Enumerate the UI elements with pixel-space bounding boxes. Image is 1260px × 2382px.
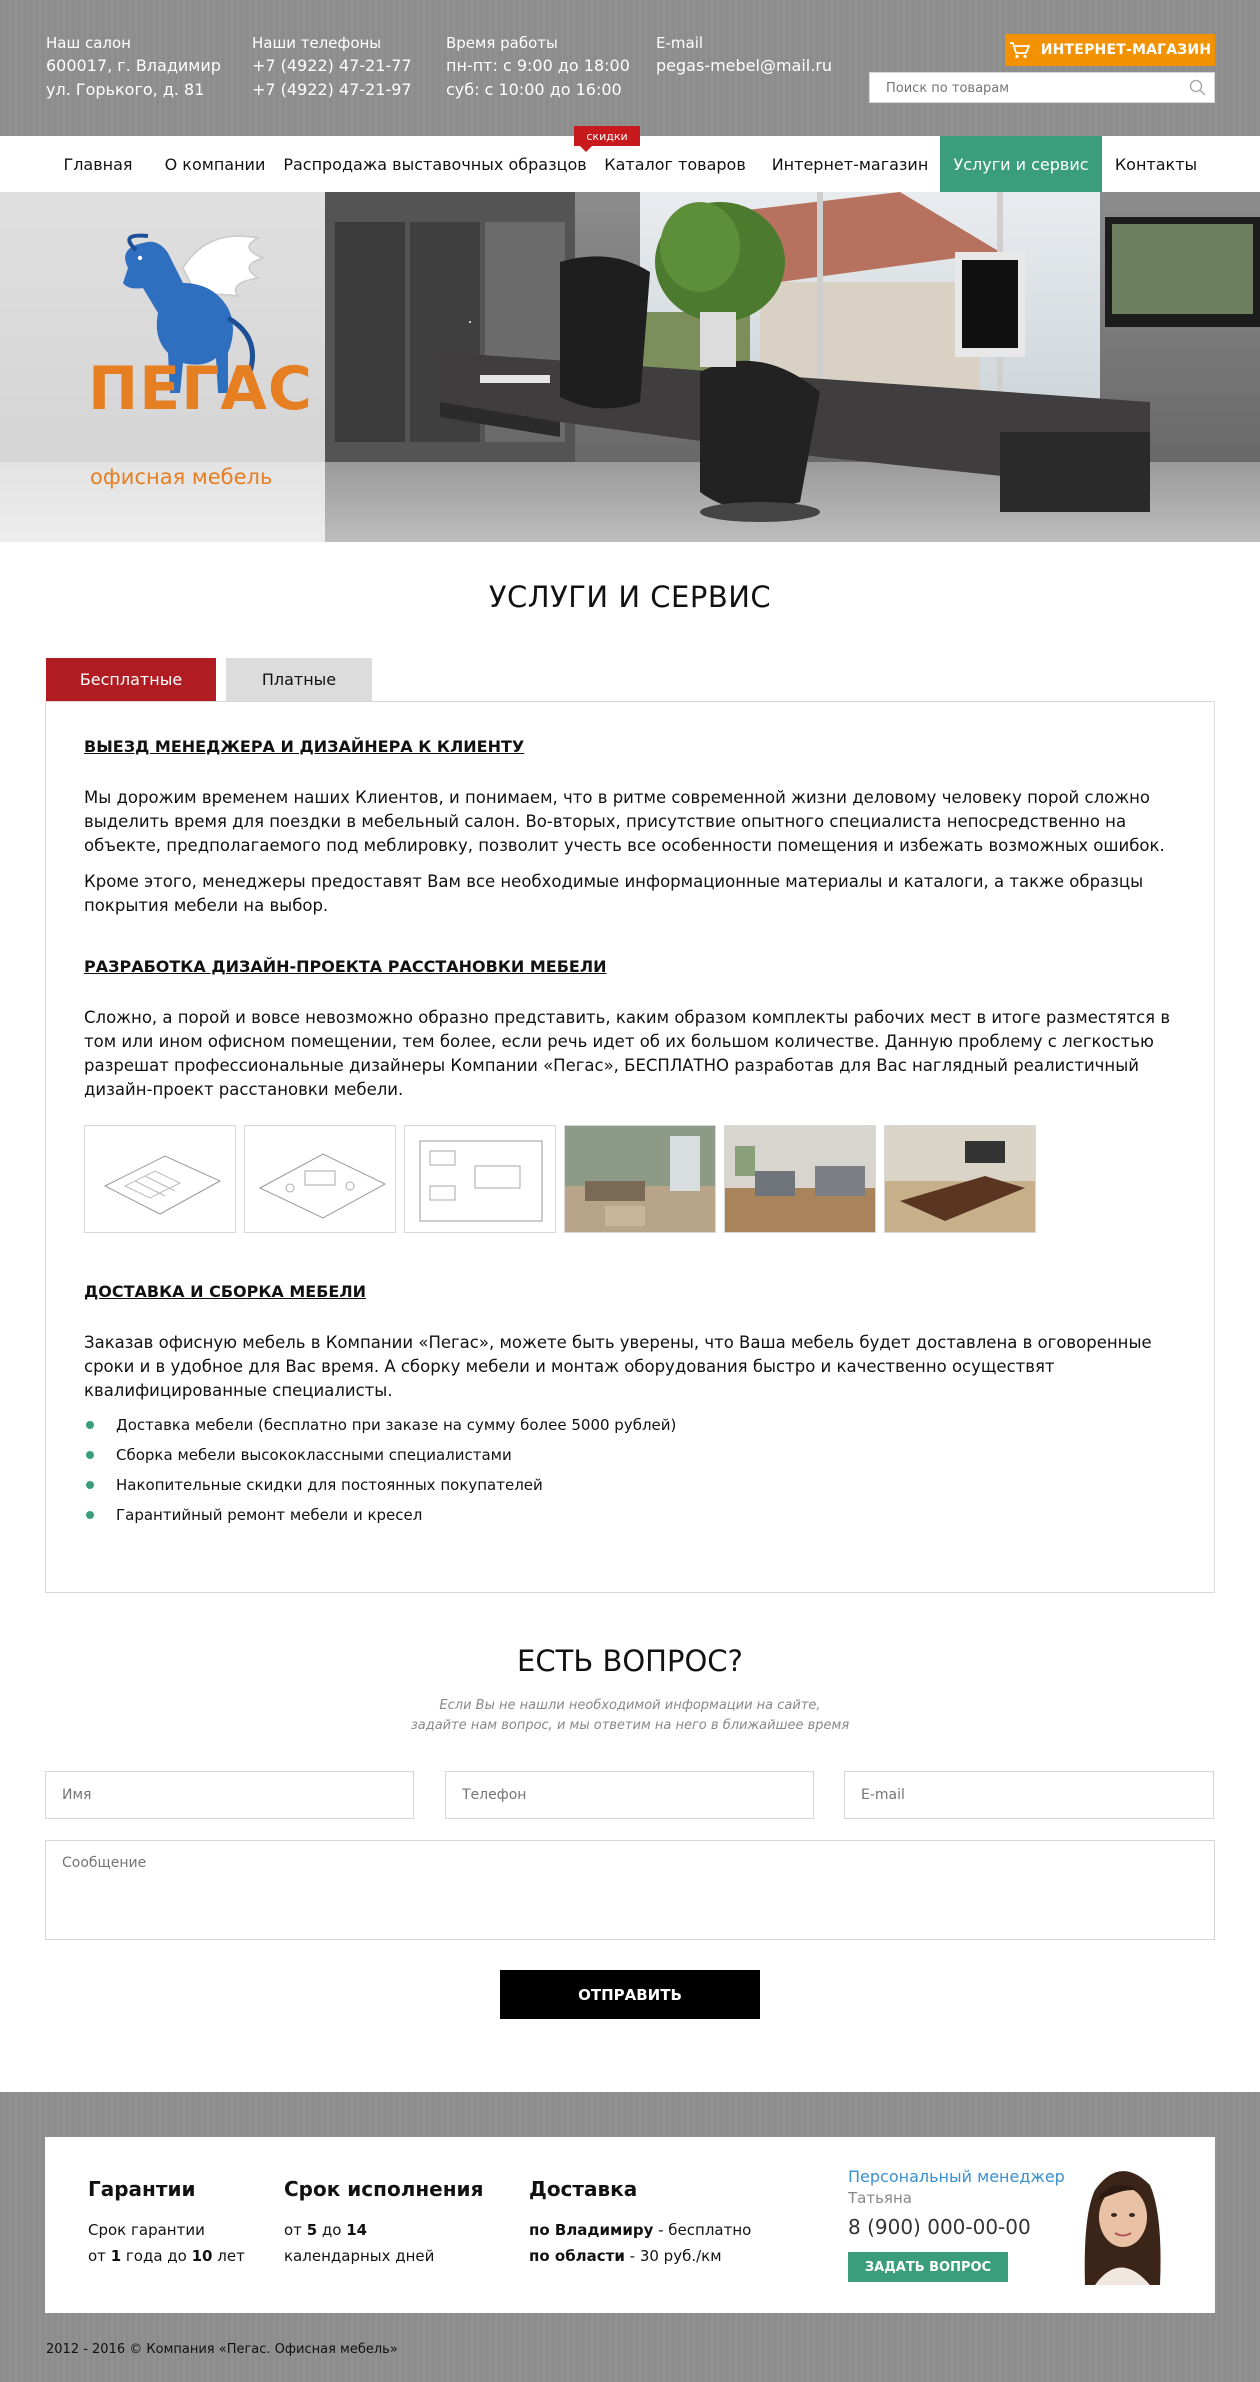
- tab-free[interactable]: Бесплатные: [46, 658, 216, 701]
- gallery-thumb-plan-3[interactable]: [404, 1125, 556, 1233]
- guarantee-text: [88, 2217, 245, 2269]
- search-icon[interactable]: [1189, 79, 1206, 96]
- top-header: [0, 0, 1260, 136]
- term-text: [284, 2217, 434, 2269]
- nav-item-contacts[interactable]: Контакты: [1114, 154, 1198, 174]
- email-label: E-mail: [656, 34, 704, 52]
- section-heading-delivery: ДОСТАВКА И СБОРКА МЕБЕЛИ: [84, 1282, 367, 1301]
- guarantee-line-1: Срок гарантии: [88, 2221, 205, 2239]
- section-design-text: Сложно, а порой и вовсе невозможно образно представить, каким образом комплекты рабочих мест в итоге разместятся в том или ином офисном помещении, тем более, если речь идет об их большом количестве. Данную проблему с легкостью разрешат профессиональные дизайнеры Компании «Пегас», БЕСПЛАТНО разработав для Вас наглядный реалистичный дизайн-проект расстановки мебели.: [84, 1008, 1171, 1099]
- guarantee-prefix: от: [88, 2247, 111, 2265]
- bullet-dot-icon: [86, 1481, 94, 1489]
- email-input[interactable]: [845, 1772, 1213, 1818]
- nav-item-catalog[interactable]: Каталог товаров: [604, 154, 746, 174]
- nav-item-home[interactable]: Главная: [63, 154, 133, 174]
- gallery-thumb-plan-2[interactable]: [244, 1125, 396, 1233]
- guarantee-line-2: [88, 2243, 245, 2269]
- online-shop-button[interactable]: [1005, 34, 1215, 66]
- salon-line-2: ул. Горького, д. 81: [46, 80, 205, 99]
- online-shop-label: ИНТЕРНЕТ-МАГАЗИН: [1040, 42, 1212, 58]
- manager-avatar: [1065, 2155, 1175, 2285]
- bullet-dot-icon: [86, 1511, 94, 1519]
- ask-question-button[interactable]: ЗАДАТЬ ВОПРОС: [848, 2252, 1008, 2282]
- delivery-city-price: - бесплатно: [653, 2221, 752, 2239]
- question-title: ЕСТЬ ВОПРОС?: [517, 1644, 743, 1678]
- term-from: 5: [306, 2221, 318, 2239]
- page-title: УСЛУГИ И СЕРВИС: [488, 580, 772, 614]
- phone-field: [445, 1771, 814, 1819]
- gallery-thumb-render-2[interactable]: [724, 1125, 876, 1233]
- manager-name: Татьяна: [848, 2189, 912, 2207]
- term-line-1: [284, 2217, 434, 2243]
- name-input[interactable]: [46, 1772, 413, 1818]
- guarantee-to: 10: [191, 2247, 213, 2265]
- email-block: [656, 32, 832, 78]
- cart-icon: [1009, 41, 1031, 59]
- list-item: [86, 1470, 676, 1500]
- term-middle: до: [317, 2221, 347, 2239]
- guarantee-middle: года до: [121, 2247, 192, 2265]
- list-item: [86, 1410, 676, 1440]
- delivery-text: [529, 2217, 751, 2269]
- term-to: 14: [346, 2221, 368, 2239]
- salon-line-1: 600017, г. Владимир: [46, 56, 221, 75]
- list-item: [86, 1440, 676, 1470]
- gallery-thumb-render-3[interactable]: [884, 1125, 1036, 1233]
- hours-block: [446, 32, 630, 102]
- phones-block: [252, 32, 412, 102]
- salon-address: [46, 32, 221, 102]
- guarantee-from: 1: [110, 2247, 122, 2265]
- tab-paid[interactable]: Платные: [226, 658, 372, 701]
- delivery-region-price: - 30 руб./км: [624, 2247, 722, 2265]
- section-visit-text-1: Мы дорожим временем наших Клиентов, и понимаем, что в ритме современной жизни деловому человеку порой сложно выделить время для поездки в мебельный салон. Во-вторых, присутствие опытного специалиста непосредственно на объекте, предполагаемого под меблировку, позволит учесть все особенности помещения и избежать возможных ошибок.: [84, 788, 1165, 855]
- question-subtitle-line-1: Если Вы не нашли необходимой информации на сайте,: [439, 1698, 821, 1713]
- hours-label: Время работы: [446, 34, 558, 52]
- question-subtitle-line-2: задайте нам вопрос, и мы ответим на него в ближайшее время: [410, 1718, 850, 1733]
- manager-phone[interactable]: 8 (900) 000-00-00: [848, 2215, 1031, 2239]
- term-prefix: от: [284, 2221, 307, 2239]
- submit-button[interactable]: ОТПРАВИТЬ: [500, 1970, 760, 2019]
- search-input[interactable]: [884, 73, 1188, 104]
- guarantee-suffix: лет: [212, 2247, 245, 2265]
- bullet-dot-icon: [86, 1421, 94, 1429]
- phones-label: Наши телефоны: [252, 34, 382, 52]
- delivery-benefits-list: [86, 1410, 676, 1530]
- logo-name: ПЕГАС: [88, 354, 313, 424]
- bullet-dot-icon: [86, 1451, 94, 1459]
- message-input[interactable]: [46, 1841, 1214, 1939]
- hours-saturday: суб: с 10:00 до 16:00: [446, 80, 622, 99]
- list-item-text: Сборка мебели высококлассными специалистами: [116, 1446, 512, 1464]
- nav-item-sale[interactable]: Распродажа выставочных образцов: [283, 154, 587, 174]
- email-field: [844, 1771, 1214, 1819]
- discount-badge: скидки: [574, 126, 640, 146]
- gallery-thumb-render-1[interactable]: [564, 1125, 716, 1233]
- phone-1[interactable]: +7 (4922) 47-21-77: [252, 56, 412, 75]
- design-gallery: [84, 1125, 1036, 1233]
- question-subtitle: [0, 1696, 1260, 1736]
- manager-title: Персональный менеджер: [848, 2167, 1065, 2186]
- logo-subtitle: офисная мебель: [90, 465, 273, 489]
- delivery-city-line: [529, 2217, 751, 2243]
- name-field: [45, 1771, 414, 1819]
- delivery-city: по Владимиру: [529, 2221, 654, 2239]
- delivery-region: по области: [529, 2247, 625, 2265]
- message-field: [45, 1840, 1215, 1940]
- nav-item-shop[interactable]: Интернет-магазин: [771, 154, 929, 174]
- term-line-2: календарных дней: [284, 2247, 435, 2265]
- list-item-text: Накопительные скидки для постоянных покупателей: [116, 1476, 543, 1494]
- phone-input[interactable]: [446, 1772, 813, 1818]
- list-item-text: Доставка мебели (бесплатно при заказе на сумму более 5000 рублей): [116, 1416, 677, 1434]
- section-heading-visit: ВЫЕЗД МЕНЕДЖЕРА И ДИЗАЙНЕРА К КЛИЕНТУ: [84, 737, 525, 756]
- gallery-thumb-plan-1[interactable]: [84, 1125, 236, 1233]
- section-heading-design: РАЗРАБОТКА ДИЗАЙН-ПРОЕКТА РАССТАНОВКИ МЕБЕЛИ: [84, 957, 607, 976]
- phone-2[interactable]: +7 (4922) 47-21-97: [252, 80, 412, 99]
- nav-item-services[interactable]: Услуги и сервис: [940, 136, 1102, 192]
- delivery-title: Доставка: [529, 2177, 638, 2201]
- copyright: 2012 - 2016 © Компания «Пегас. Офисная мебель»: [46, 2342, 398, 2357]
- hero-banner: [0, 192, 1260, 542]
- email-link[interactable]: pegas-mebel@mail.ru: [656, 56, 833, 75]
- section-delivery-text: Заказав офисную мебель в Компании «Пегас», можете быть уверены, что Ваша мебель будет доставлена в оговоренные сроки и в удобное для Вас время. А сборку мебели и монтаж оборудования быстро и качественно осуществят квалифицированные специалисты.: [84, 1333, 1152, 1400]
- nav-item-about[interactable]: О компании: [164, 154, 266, 174]
- term-title: Срок исполнения: [284, 2177, 484, 2201]
- delivery-region-line: [529, 2243, 751, 2269]
- footer: [0, 2092, 1260, 2382]
- salon-label: Наш салон: [46, 34, 131, 52]
- list-item-text: Гарантийный ремонт мебели и кресел: [116, 1506, 423, 1524]
- list-item: [86, 1500, 676, 1530]
- guarantee-title: Гарантии: [88, 2177, 196, 2201]
- search-box: [869, 72, 1215, 103]
- section-visit-text-2: Кроме этого, менеджеры предоставят Вам все необходимые информационные материалы и каталоги, а также образцы покрытия мебели на выбор.: [84, 872, 1144, 915]
- footer-info-box: [45, 2137, 1215, 2313]
- hours-weekdays: пн-пт: с 9:00 до 18:00: [446, 56, 630, 75]
